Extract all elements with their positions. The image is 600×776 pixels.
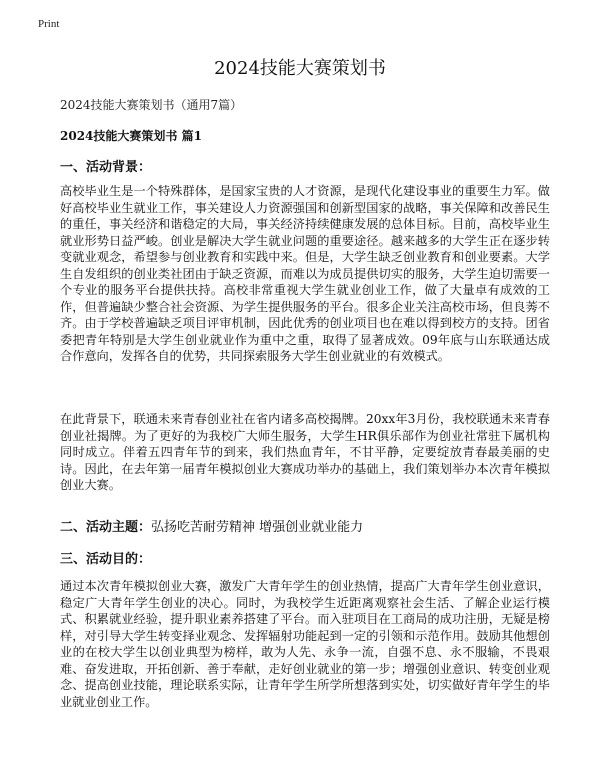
- section-heading-background: 一、活动背景：: [60, 160, 152, 175]
- subtitle: 2024技能大赛策划书（通用7篇）: [60, 98, 243, 112]
- purpose-paragraph-1: 通过本次青年模拟创业大赛，激发广大青年学生的创业热情，提高广大青年学生创业意识，稳定广大青年学生创业的决心。同时，为我校学生近距离观察社会生活、了解企业运行模式、积累就业经验，提升职业素养搭建了平台。而入驻项目在工商局的成功注册，无疑是榜样，对引导大学生转变择业观念、发挥辐射功能起到一定的引领和示范作用。鼓励其他想创业的在校大学生以创业典型为榜样，敢为人先、永争一流，自强不息、永不服输，不畏艰难、奋发进取，开拓创新、善于奉献，走好创业就业的第一步；增强创业意识、转变创业观念、提高创业技能，理论联系实际，让青年学生所学所想落到实处，切实做好青年学生的毕业就业创业工作。: [60, 579, 550, 709]
- print-link[interactable]: Print: [38, 18, 60, 30]
- background-paragraph-2: 在此背景下，联通未来青春创业社在省内诸多高校揭牌。20xx年3月份，我校联通未来青春创业社揭牌。为了更好的为我校广大师生服务，大学生HR俱乐部作为创业社常驻下属机构同时成立。伴着五四青年节的到来，我们热血青年，不甘平静，定要绽放青春最美丽的史诗。因此，在去年第一届青年模拟创业大赛成功举办的基础上，我们策划举办本次青年模拟创业大赛。: [60, 412, 550, 492]
- section-heading-purpose: 三、活动目的：: [60, 552, 152, 567]
- theme-value: 弘扬吃苦耐劳精神 增强创业就业能力: [151, 520, 364, 535]
- section-heading-theme: [60, 516, 363, 535]
- background-paragraph-1: 高校毕业生是一个特殊群体，是国家宝贵的人才资源，是现代化建设事业的重要生力军。做好高校毕业生就业工作，事关建设人力资源强国和创新型国家的战略，事关保障和改善民生的重任，事关经济和谐稳定的大局，事关经济持续健康发展的总体目标。目前，高校毕业生就业形势日益严峻。创业是解决大学生就业问题的重要途径。越来越多的大学生正在逐步转变就业观念，希望参与创业教育和实践中来。但是，大学生缺乏创业教育和创业要素。大学生自发组织的创业类社团由于缺乏资源，而难以为成员提供切实的服务，大学生迫切需要一个专业的服务平台提供扶持。高校非常重视大学生就业创业工作，做了大量卓有成效的工作，但普遍缺少整合社会资源、为学生提供服务的平台。很多企业关注高校市场，但良莠不齐。由于学校普遍缺乏项目评审机制，因此优秀的创业项目也在难以得到校方的支持。团省委把青年特别是大学生创业就业作为重中之重，取得了显著成效。09年底与山东联通达成合作意向，发挥各自的优势，共同探索服务大学生创业就业的有效模式。: [60, 184, 550, 363]
- page-title: 2024技能大赛策划书: [214, 58, 386, 79]
- article-heading: 2024技能大赛策划书 篇1: [60, 129, 202, 143]
- theme-heading-label: 二、活动主题：: [60, 520, 152, 535]
